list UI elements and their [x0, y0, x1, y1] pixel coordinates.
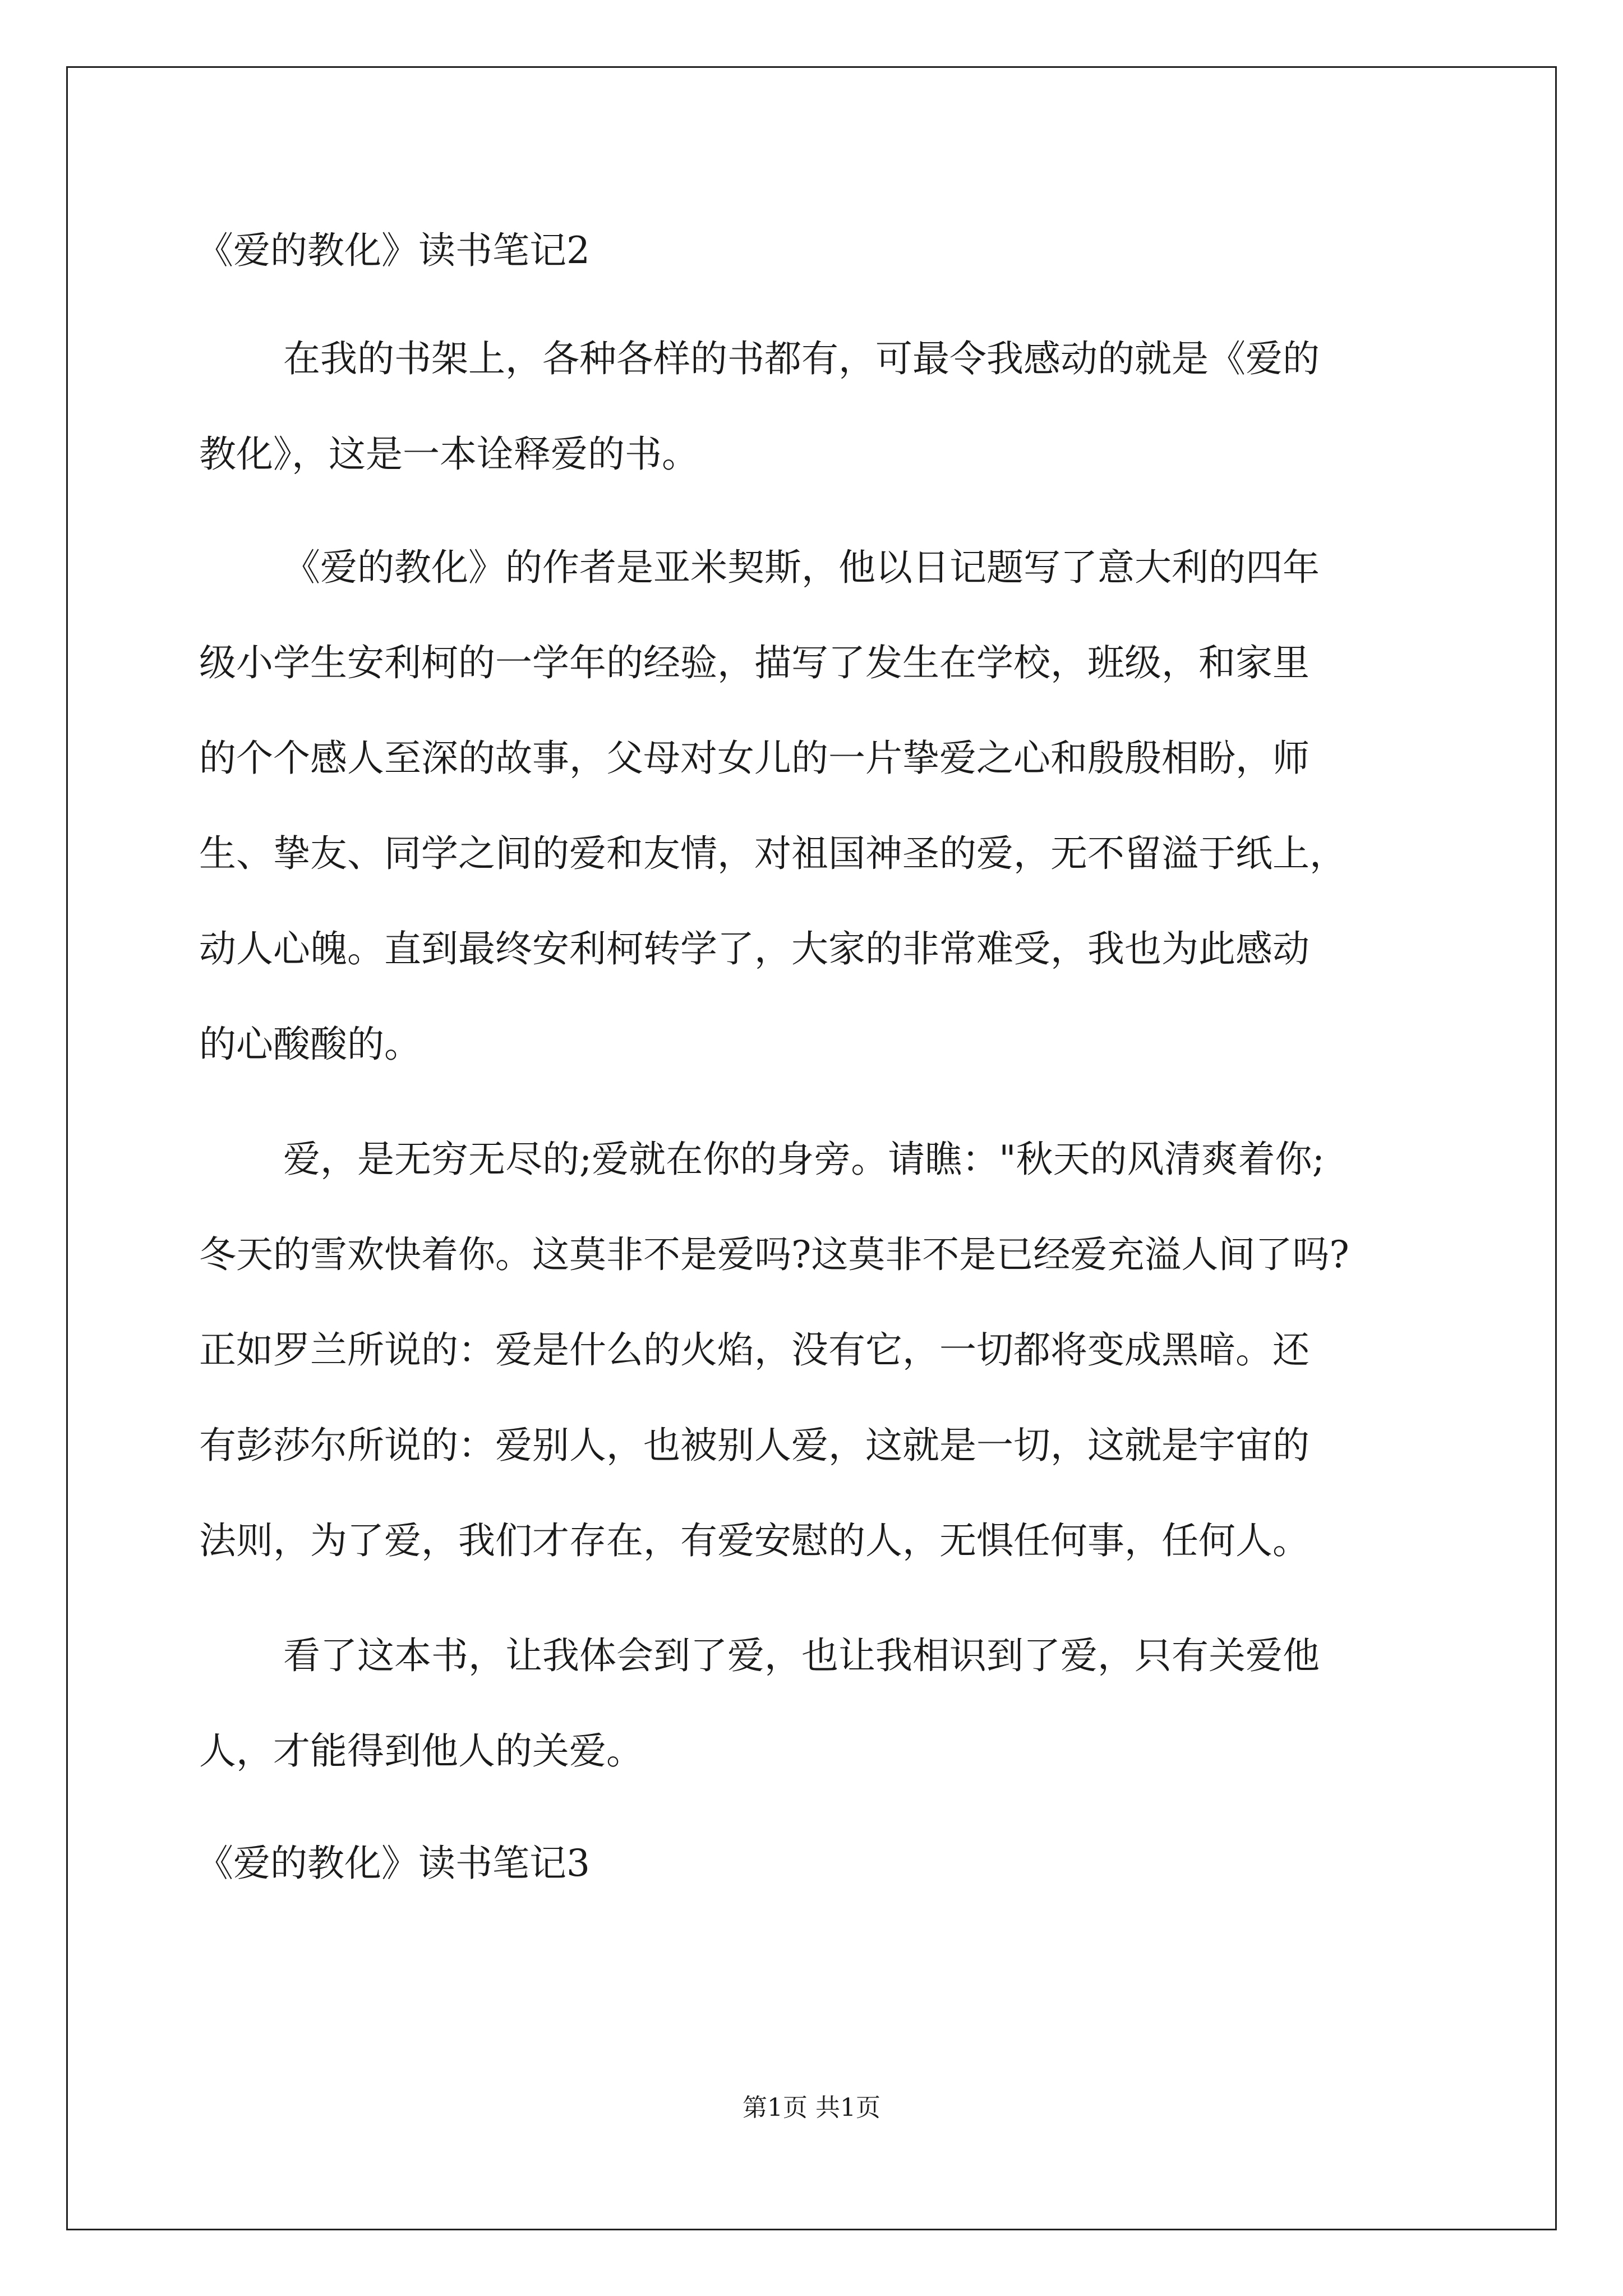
paragraph-line: 正如罗兰所说的：爱是什么的火焰，没有它，一切都将变成黑暗。还 — [199, 1328, 1310, 1372]
section-heading: 《爱的教化》读书笔记2 — [196, 229, 590, 272]
paragraph-line: 生、挚友、同学之间的爱和友情，对祖国神圣的爱，无不留溢于纸上， — [199, 832, 1347, 875]
paragraph-line: 爱，是无穷无尽的;爱就在你的身旁。请瞧："秋天的风清爽着你; — [283, 1138, 1325, 1181]
paragraph-line: 级小学生安利柯的一学年的经验，描写了发生在学校，班级，和家里 — [199, 641, 1310, 684]
paragraph-line: 的个个感人至深的故事，父母对女儿的一片挚爱之心和殷殷相盼，师 — [199, 737, 1310, 780]
paragraph-line: 看了这本书，让我体会到了爱，也让我相识到了爱，只有关爱他 — [283, 1634, 1320, 1677]
paragraph-line: 的心酸酸的。 — [199, 1023, 421, 1066]
paragraph-line: 在我的书架上，各种各样的书都有，可最令我感动的就是《爱的 — [283, 337, 1320, 380]
paragraph-line: 人，才能得到他人的关爱。 — [199, 1729, 643, 1773]
paragraph-line: 有彭莎尔所说的：爱别人，也被别人爱，这就是一切，这就是宇宙的 — [199, 1424, 1310, 1467]
paragraph-line: 冬天的雪欢快着你。这莫非不是爱吗?这莫非不是已经爱充溢人间了吗? — [199, 1233, 1349, 1276]
page-footer: 第1页 共1页 — [743, 2093, 880, 2122]
paragraph-line: 《爱的教化》的作者是亚米契斯，他以日记题写了意大利的四年 — [283, 546, 1320, 589]
paragraph-line: 动人心魄。直到最终安利柯转学了，大家的非常难受，我也为此感动 — [199, 927, 1310, 970]
paragraph-line: 教化》，这是一本诠释爱的书。 — [199, 432, 699, 476]
section-heading: 《爱的教化》读书笔记3 — [196, 1842, 590, 1885]
paragraph-line: 法则，为了爱，我们才存在，有爱安慰的人，无惧任何事，任何人。 — [199, 1519, 1310, 1562]
